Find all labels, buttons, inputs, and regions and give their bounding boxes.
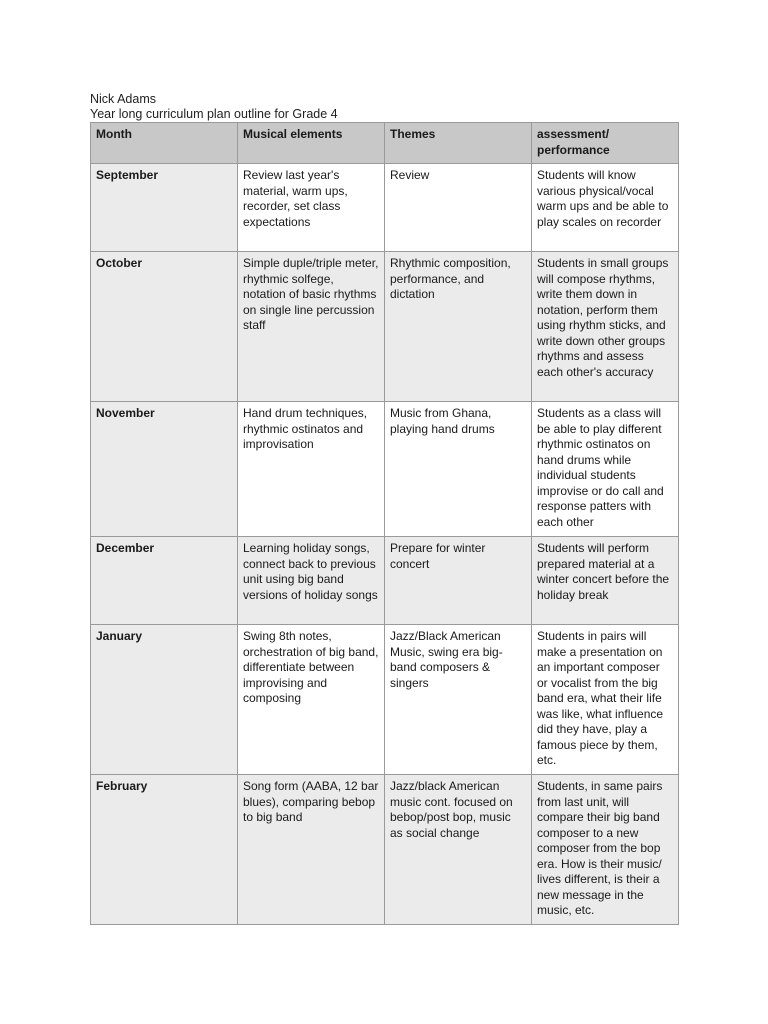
month-cell: November: [91, 402, 238, 537]
elements-cell: Simple duple/triple meter, rhythmic solfege, notation of basic rhythms on single line percussion staff: [238, 252, 385, 402]
author-name: Nick Adams: [90, 92, 156, 106]
table-row: [91, 164, 679, 252]
table-row: [91, 625, 679, 775]
assessment-cell: Students in pairs will make a presentation on an important composer or vocalist from the big band era, what their life was like, what influence did they have, play a famous piece by them, etc.: [532, 625, 679, 775]
elements-cell: Song form (AABA, 12 bar blues), comparing bebop to big band: [238, 775, 385, 925]
curriculum-table: [90, 122, 679, 925]
table-header-row: [91, 123, 679, 164]
header-month: Month: [91, 123, 238, 164]
elements-cell: Swing 8th notes, orchestration of big band, differentiate between improvising and composing: [238, 625, 385, 775]
month-cell: December: [91, 537, 238, 625]
month-cell: September: [91, 164, 238, 252]
table-row: [91, 775, 679, 925]
elements-cell: Learning holiday songs, connect back to previous unit using big band versions of holiday songs: [238, 537, 385, 625]
assessment-cell: Students as a class will be able to play different rhythmic ostinatos on hand drums while individual students improvise or do call and response patters with each other: [532, 402, 679, 537]
themes-cell: Jazz/black American music cont. focused on bebop/post bop, music as social change: [385, 775, 532, 925]
assessment-cell: Students will perform prepared material at a winter concert before the holiday break: [532, 537, 679, 625]
themes-cell: Jazz/Black American Music, swing era big-band composers & singers: [385, 625, 532, 775]
table-row: [91, 252, 679, 402]
header-themes: Themes: [385, 123, 532, 164]
header-musical-elements: Musical elements: [238, 123, 385, 164]
elements-cell: Hand drum techniques, rhythmic ostinatos and improvisation: [238, 402, 385, 537]
themes-cell: Rhythmic composition, performance, and dictation: [385, 252, 532, 402]
themes-cell: Prepare for winter concert: [385, 537, 532, 625]
table-row: [91, 402, 679, 537]
month-cell: January: [91, 625, 238, 775]
document-subtitle: Year long curriculum plan outline for Grade 4: [90, 107, 338, 121]
document-page: [90, 92, 678, 925]
header-assessment: assessment/ performance: [532, 123, 679, 164]
themes-cell: Music from Ghana, playing hand drums: [385, 402, 532, 537]
month-cell: October: [91, 252, 238, 402]
elements-cell: Review last year's material, warm ups, recorder, set class expectations: [238, 164, 385, 252]
assessment-cell: Students, in same pairs from last unit, will compare their big band composer to a new composer from the bop era. How is their music/ lives different, is their a new message in the music, etc.: [532, 775, 679, 925]
themes-cell: Review: [385, 164, 532, 252]
month-cell: February: [91, 775, 238, 925]
table-row: [91, 537, 679, 625]
assessment-cell: Students in small groups will compose rhythms, write them down in notation, perform them using rhythm sticks, and write down other groups rhythms and assess each other's accuracy: [532, 252, 679, 402]
assessment-cell: Students will know various physical/vocal warm ups and be able to play scales on recorder: [532, 164, 679, 252]
